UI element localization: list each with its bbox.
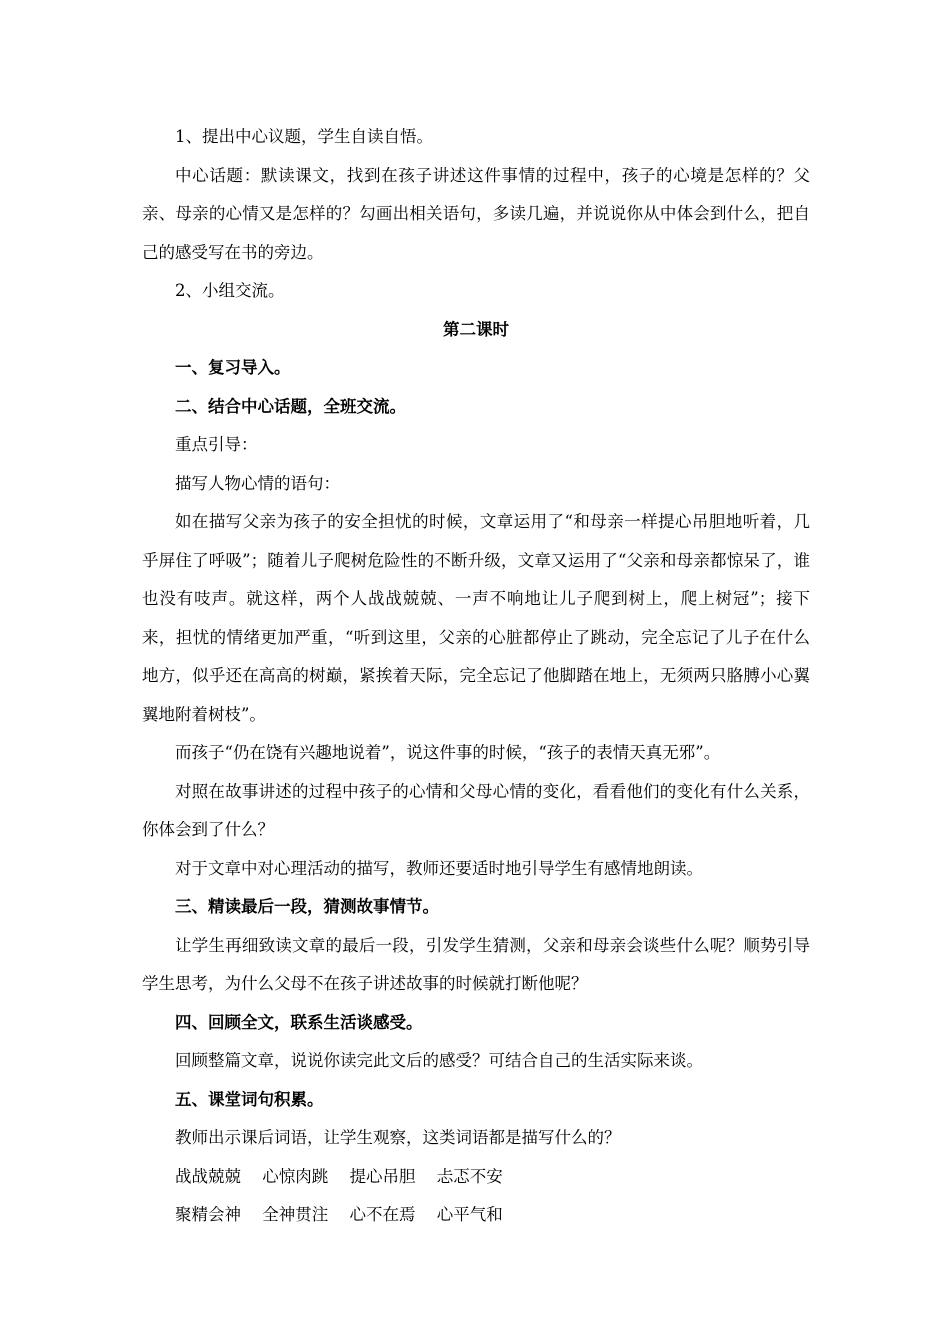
word-item: 心不在焉 <box>349 1205 416 1224</box>
paragraph: 中心话题：默读课文，找到在孩子讲述这件事情的过程中，孩子的心境是怎样的？父亲、母亲的心情又是怎样的？勾画出相关语句，多读几遍，并说说你从中体会到什么，把自己的感受写在书的旁边。 <box>142 165 810 262</box>
section-heading: 一、复习导入。 <box>175 358 291 377</box>
paragraph: 1、提出中心议题，学生自读自悟。 <box>175 127 433 146</box>
word-item: 聚精会神 <box>175 1205 241 1224</box>
paragraph: 让学生再细致读文章的最后一段，引发学生猜测，父亲和母亲会谈些什么呢？顺势引导学生思考，为什么父母不在孩子讲述故事的时候就打断他呢？ <box>142 935 810 993</box>
word-item: 心惊肉跳 <box>262 1166 329 1186</box>
paragraph: 描写人物心情的语句： <box>175 473 340 493</box>
paragraph: 而孩子“仍在饶有兴趣地说着”，说这件事的时候，“孩子的表情天真无邪”。 <box>175 743 721 762</box>
word-list-row <box>142 1158 810 1197</box>
section-heading: 五、课堂词句积累。 <box>175 1089 324 1109</box>
word-list-row <box>142 1196 810 1235</box>
section-heading: 二、结合中心话题，全班交流。 <box>175 396 406 416</box>
section-heading: 四、回顾全文，联系生活谈感受。 <box>175 1012 423 1032</box>
paragraph: 教师出示课后词语，让学生观察，这类词语都是描写什么的？ <box>175 1128 621 1147</box>
word-item: 心平气和 <box>436 1205 503 1224</box>
word-item: 提心吊胆 <box>349 1166 416 1186</box>
word-item: 战战兢兢 <box>175 1166 241 1186</box>
paragraph: 2、小组交流。 <box>175 281 285 300</box>
word-item: 忐忑不安 <box>436 1166 503 1186</box>
paragraph: 重点引导： <box>175 435 258 454</box>
section-title: 第二课时 <box>443 319 509 339</box>
section-heading: 三、精读最后一段，猜测故事情节。 <box>175 897 439 916</box>
paragraph: 如在描写父亲为孩子的安全担忧的时候，文章运用了“和母亲一样提心吊胆地听着，几乎屏住了呼吸”；随着儿子爬树危险性的不断升级，文章又运用了“父亲和母亲都惊呆了，谁也没有吱声。就这样，两个人战战兢兢、一声不响地让儿子爬到树上，爬上树冠”；接下来，担忧的情绪更加严重，“听到这里，父亲的心脏都停止了跳动，完全忘记了儿子在什么地方，似乎还在高高的树巅，紧挨着天际，完全忘记了他脚踏在地上，无须两只胳膊小心翼翼地附着树枝”。 <box>142 512 810 724</box>
word-item: 全神贯注 <box>262 1205 329 1224</box>
paragraph: 对照在故事讲述的过程中孩子的心情和父母心情的变化，看看他们的变化有什么关系，你体会到了什么？ <box>142 781 810 839</box>
paragraph: 对于文章中对心理活动的描写，教师还要适时地引导学生有感情地朗读。 <box>175 858 703 878</box>
paragraph: 回顾整篇文章，说说你读完此文后的感受？可结合自己的生活实际来谈。 <box>175 1051 703 1070</box>
document-body <box>142 118 810 1235</box>
